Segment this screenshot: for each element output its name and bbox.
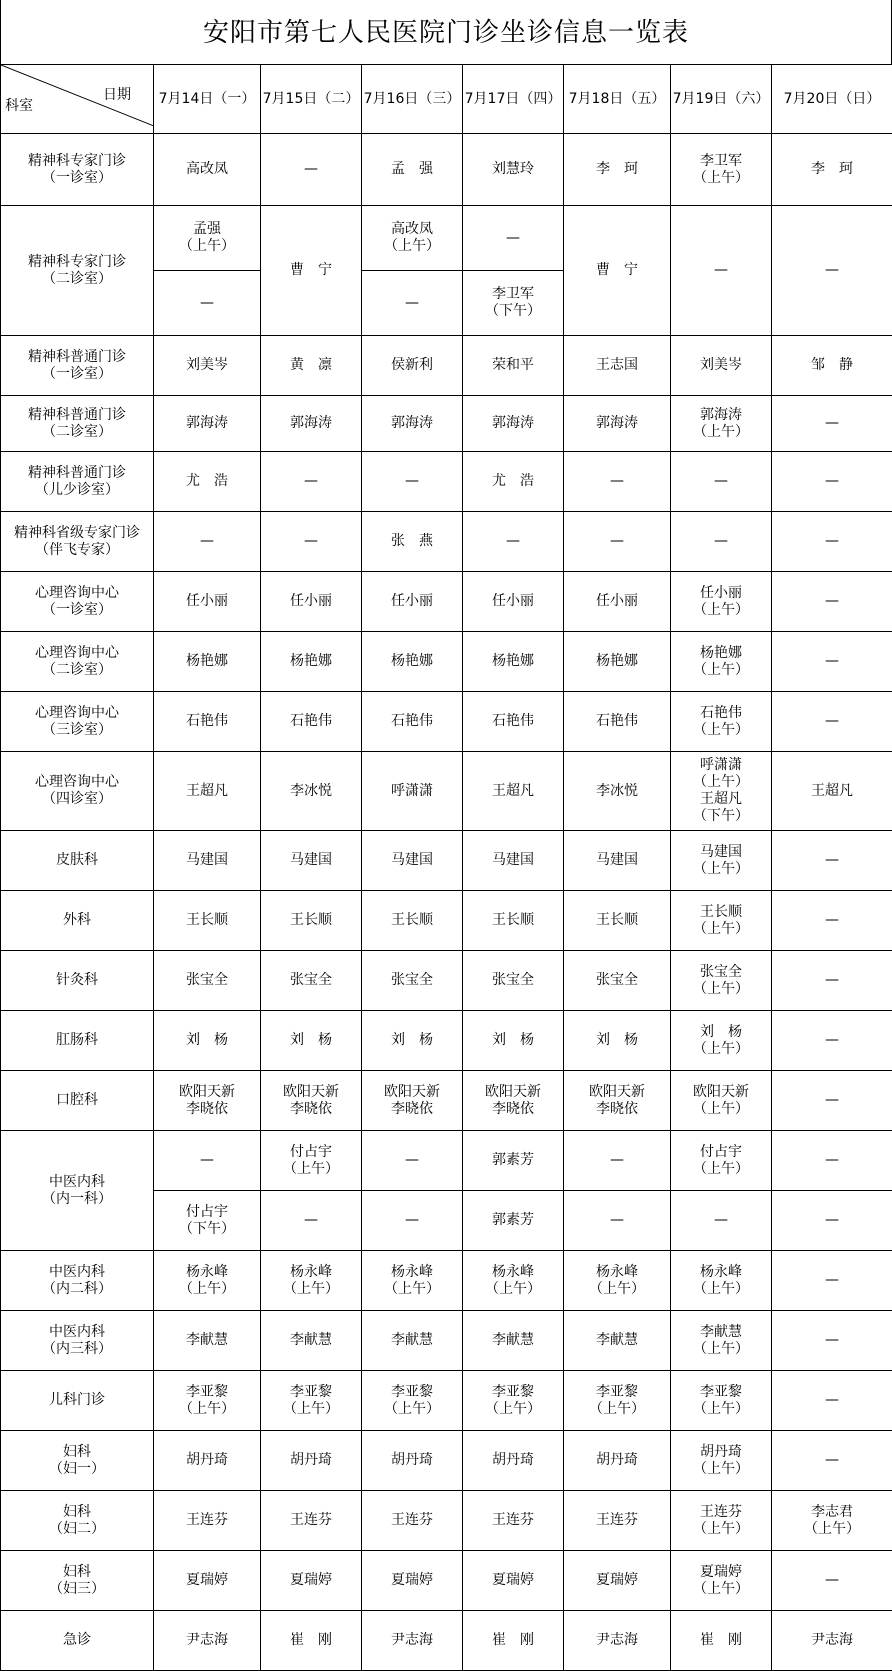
schedule-cell: 夏瑞婷 xyxy=(154,1551,261,1611)
department-cell: 妇科 （妇三） xyxy=(1,1551,154,1611)
department-cell: 妇科 （妇一） xyxy=(1,1431,154,1491)
schedule-cell: 郭海涛 （上午） xyxy=(671,396,772,452)
day-header: 7月14日（一） xyxy=(154,65,261,134)
schedule-cell: 李献慧 xyxy=(564,1311,671,1371)
schedule-cell: 刘 杨 xyxy=(463,1011,564,1071)
schedule-cell: 呼潇潇 （上午） 王超凡 （下午） xyxy=(671,752,772,831)
table-row xyxy=(1,396,892,452)
schedule-cell: 李 珂 xyxy=(564,134,671,206)
schedule-cell: 胡丹琦 xyxy=(564,1431,671,1491)
schedule-cell: — xyxy=(772,1071,892,1131)
department-cell: 精神科普通门诊 （二诊室） xyxy=(1,396,154,452)
schedule-cell: 孟 强 xyxy=(362,134,463,206)
schedule-cell: — xyxy=(772,512,892,572)
department-cell: 皮肤科 xyxy=(1,831,154,891)
department-cell: 精神科普通门诊 （儿少诊室） xyxy=(1,452,154,512)
schedule-cell: 刘慧玲 xyxy=(463,134,564,206)
table-row xyxy=(1,134,892,206)
schedule-cell: 呼潇潇 xyxy=(362,752,463,831)
table-row xyxy=(1,632,892,692)
schedule-cell: — xyxy=(772,831,892,891)
schedule-cell: 李献慧 （上午） xyxy=(671,1311,772,1371)
schedule-cell: — xyxy=(772,1251,892,1311)
schedule-cell: 王超凡 xyxy=(772,752,892,831)
schedule-cell: 付占宇 （下午） xyxy=(154,1191,261,1251)
schedule-cell: 邹 静 xyxy=(772,336,892,396)
department-cell: 口腔科 xyxy=(1,1071,154,1131)
schedule-cell: 王志国 xyxy=(564,336,671,396)
schedule-cell: 王超凡 xyxy=(154,752,261,831)
table-row xyxy=(1,1611,892,1671)
schedule-cell: — xyxy=(772,1431,892,1491)
corner-header xyxy=(1,65,154,134)
schedule-cell: 荣和平 xyxy=(463,336,564,396)
schedule-cell: 欧阳天新 （上午） xyxy=(671,1071,772,1131)
schedule-cell: — xyxy=(362,271,463,336)
schedule-cell: 夏瑞婷 xyxy=(463,1551,564,1611)
schedule-cell: — xyxy=(362,452,463,512)
schedule-cell: 马建国 （上午） xyxy=(671,831,772,891)
schedule-cell: 任小丽 （上午） xyxy=(671,572,772,632)
schedule-cell: — xyxy=(362,1131,463,1191)
schedule-cell: 杨永峰 （上午） xyxy=(362,1251,463,1311)
schedule-cell: 付占宇 （上午） xyxy=(671,1131,772,1191)
department-cell: 急诊 xyxy=(1,1611,154,1671)
schedule-cell: 王连芬 xyxy=(261,1491,362,1551)
schedule-cell: 李亚黎 （上午） xyxy=(362,1371,463,1431)
schedule-cell: 崔 刚 xyxy=(671,1611,772,1671)
schedule-cell: 杨艳娜 xyxy=(564,632,671,692)
schedule-cell: 马建国 xyxy=(154,831,261,891)
schedule-cell: 付占宇 （上午） xyxy=(261,1131,362,1191)
department-cell: 心理咨询中心 （二诊室） xyxy=(1,632,154,692)
schedule-cell: 欧阳天新 李晓依 xyxy=(463,1071,564,1131)
schedule-cell: 杨永峰 （上午） xyxy=(154,1251,261,1311)
schedule-cell: 杨永峰 （上午） xyxy=(671,1251,772,1311)
schedule-cell: 马建国 xyxy=(362,831,463,891)
schedule-cell: — xyxy=(772,632,892,692)
dept-column-label: 科室 xyxy=(5,98,33,115)
day-header: 7月19日（六） xyxy=(671,65,772,134)
department-cell: 精神科专家门诊 （二诊室） xyxy=(1,206,154,336)
schedule-cell: 高改凤 xyxy=(154,134,261,206)
schedule-cell: — xyxy=(564,512,671,572)
schedule-cell: 高改凤 （上午） xyxy=(362,206,463,271)
schedule-cell: 李志君 （上午） xyxy=(772,1491,892,1551)
schedule-cell: 刘美岑 xyxy=(154,336,261,396)
schedule-cell: 刘 杨 xyxy=(564,1011,671,1071)
table-row xyxy=(1,692,892,752)
schedule-cell: 李献慧 xyxy=(362,1311,463,1371)
table-row xyxy=(1,1071,892,1131)
table-row xyxy=(1,452,892,512)
schedule-cell: 任小丽 xyxy=(463,572,564,632)
schedule-cell: 夏瑞婷 xyxy=(362,1551,463,1611)
schedule-cell: 刘 杨 xyxy=(362,1011,463,1071)
schedule-cell: 马建国 xyxy=(463,831,564,891)
schedule-cell: — xyxy=(772,692,892,752)
table-row xyxy=(1,512,892,572)
schedule-cell: — xyxy=(671,1191,772,1251)
schedule-cell: — xyxy=(772,396,892,452)
schedule-cell: 郭海涛 xyxy=(261,396,362,452)
schedule-cell: — xyxy=(261,452,362,512)
schedule-cell: — xyxy=(463,206,564,271)
schedule-cell: 杨艳娜 xyxy=(261,632,362,692)
schedule-cell: 郭海涛 xyxy=(154,396,261,452)
day-header: 7月18日（五） xyxy=(564,65,671,134)
schedule-cell: 尹志海 xyxy=(154,1611,261,1671)
schedule-cell: 刘 杨 （上午） xyxy=(671,1011,772,1071)
schedule-cell: — xyxy=(772,206,892,336)
table-row xyxy=(1,206,892,271)
schedule-cell: — xyxy=(671,206,772,336)
schedule-cell: 张宝全 xyxy=(463,951,564,1011)
schedule-cell: 郭海涛 xyxy=(362,396,463,452)
schedule-cell: 马建国 xyxy=(261,831,362,891)
schedule-cell: 王长顺 xyxy=(564,891,671,951)
schedule-cell: 杨艳娜 xyxy=(362,632,463,692)
schedule-table xyxy=(0,64,892,1671)
department-cell: 精神科省级专家门诊 （伴飞专家） xyxy=(1,512,154,572)
table-row xyxy=(1,1011,892,1071)
table-row xyxy=(1,1131,892,1191)
schedule-cell: — xyxy=(463,512,564,572)
schedule-cell: 侯新利 xyxy=(362,336,463,396)
schedule-cell: 夏瑞婷 xyxy=(261,1551,362,1611)
schedule-cell: 刘 杨 xyxy=(154,1011,261,1071)
schedule-cell: 欧阳天新 李晓依 xyxy=(261,1071,362,1131)
schedule-cell: 曹 宁 xyxy=(564,206,671,336)
table-row xyxy=(1,336,892,396)
schedule-cell: 任小丽 xyxy=(362,572,463,632)
department-cell: 外科 xyxy=(1,891,154,951)
schedule-cell: 石艳伟 xyxy=(564,692,671,752)
schedule-cell: 崔 刚 xyxy=(261,1611,362,1671)
table-row xyxy=(1,1311,892,1371)
schedule-cell: — xyxy=(362,1191,463,1251)
schedule-cell: 王连芬 xyxy=(154,1491,261,1551)
schedule-cell: 胡丹琦 xyxy=(463,1431,564,1491)
schedule-cell: 郭海涛 xyxy=(564,396,671,452)
schedule-cell: 曹 宁 xyxy=(261,206,362,336)
date-column-label: 日期 xyxy=(103,87,131,104)
schedule-cell: 李献慧 xyxy=(463,1311,564,1371)
page-title: 安阳市第七人民医院门诊坐诊信息一览表 xyxy=(0,0,892,64)
schedule-cell: — xyxy=(772,1551,892,1611)
schedule-cell: — xyxy=(772,1311,892,1371)
schedule-cell: 石艳伟 xyxy=(463,692,564,752)
schedule-cell: 王长顺 xyxy=(463,891,564,951)
schedule-cell: 王连芬 （上午） xyxy=(671,1491,772,1551)
schedule-cell: — xyxy=(261,512,362,572)
department-cell: 肛肠科 xyxy=(1,1011,154,1071)
schedule-cell: — xyxy=(564,452,671,512)
schedule-cell: 尹志海 xyxy=(564,1611,671,1671)
schedule-cell: — xyxy=(261,1191,362,1251)
schedule-cell: 李冰悦 xyxy=(261,752,362,831)
table-row xyxy=(1,831,892,891)
schedule-cell: — xyxy=(772,891,892,951)
schedule-cell: 张宝全 （上午） xyxy=(671,951,772,1011)
schedule-cell: 张宝全 xyxy=(261,951,362,1011)
schedule-cell: 尹志海 xyxy=(362,1611,463,1671)
department-cell: 中医内科 （内二科） xyxy=(1,1251,154,1311)
schedule-cell: 李亚黎 （上午） xyxy=(261,1371,362,1431)
schedule-cell: 李卫军 （上午） xyxy=(671,134,772,206)
schedule-cell: 崔 刚 xyxy=(463,1611,564,1671)
schedule-cell: 胡丹琦 xyxy=(362,1431,463,1491)
table-row xyxy=(1,1251,892,1311)
schedule-cell: 杨艳娜 xyxy=(463,632,564,692)
schedule-cell: — xyxy=(261,134,362,206)
schedule-cell: 欧阳天新 李晓依 xyxy=(362,1071,463,1131)
schedule-cell: 刘 杨 xyxy=(261,1011,362,1071)
schedule-cell: 张宝全 xyxy=(362,951,463,1011)
schedule-cell: 石艳伟 xyxy=(261,692,362,752)
schedule-cell: 郭海涛 xyxy=(463,396,564,452)
schedule-cell: — xyxy=(671,452,772,512)
schedule-cell: 任小丽 xyxy=(261,572,362,632)
schedule-cell: — xyxy=(772,1131,892,1191)
department-cell: 妇科 （妇二） xyxy=(1,1491,154,1551)
schedule-cell: 王连芬 xyxy=(564,1491,671,1551)
schedule-cell: 杨艳娜 xyxy=(154,632,261,692)
schedule-cell: 马建国 xyxy=(564,831,671,891)
schedule-cell: 石艳伟 xyxy=(362,692,463,752)
schedule-cell: 夏瑞婷 xyxy=(564,1551,671,1611)
schedule-cell: 夏瑞婷 （上午） xyxy=(671,1551,772,1611)
table-row xyxy=(1,1551,892,1611)
schedule-cell: 杨艳娜 （上午） xyxy=(671,632,772,692)
schedule-cell: — xyxy=(772,1011,892,1071)
schedule-cell: 胡丹琦 xyxy=(154,1431,261,1491)
schedule-cell: 王超凡 xyxy=(463,752,564,831)
schedule-cell: 张 燕 xyxy=(362,512,463,572)
schedule-cell: 杨永峰 （上午） xyxy=(463,1251,564,1311)
table-row xyxy=(1,1491,892,1551)
schedule-cell: 王连芬 xyxy=(362,1491,463,1551)
schedule-cell: 王长顺 xyxy=(362,891,463,951)
schedule-cell: 王连芬 xyxy=(463,1491,564,1551)
schedule-cell: 郭素芳 xyxy=(463,1191,564,1251)
table-row xyxy=(1,1431,892,1491)
schedule-cell: — xyxy=(154,1131,261,1191)
table-row xyxy=(1,891,892,951)
schedule-cell: 任小丽 xyxy=(564,572,671,632)
schedule-cell: 李卫军 （下午） xyxy=(463,271,564,336)
table-row xyxy=(1,572,892,632)
table-row xyxy=(1,752,892,831)
day-header: 7月20日（日） xyxy=(772,65,892,134)
schedule-cell: 杨永峰 （上午） xyxy=(261,1251,362,1311)
schedule-cell: — xyxy=(772,951,892,1011)
schedule-cell: — xyxy=(154,512,261,572)
schedule-cell: 孟强 （上午） xyxy=(154,206,261,271)
day-header: 7月16日（三） xyxy=(362,65,463,134)
schedule-cell: 欧阳天新 李晓依 xyxy=(154,1071,261,1131)
header-row xyxy=(1,65,892,134)
table-row xyxy=(1,1371,892,1431)
schedule-cell: 李亚黎 （上午） xyxy=(671,1371,772,1431)
schedule-cell: 欧阳天新 李晓依 xyxy=(564,1071,671,1131)
department-cell: 儿科门诊 xyxy=(1,1371,154,1431)
day-header: 7月15日（二） xyxy=(261,65,362,134)
day-header: 7月17日（四） xyxy=(463,65,564,134)
schedule-cell: 黄 凛 xyxy=(261,336,362,396)
schedule-cell: 郭素芳 xyxy=(463,1131,564,1191)
schedule-cell: 刘美岑 xyxy=(671,336,772,396)
schedule-cell: 李亚黎 （上午） xyxy=(154,1371,261,1431)
schedule-cell: 胡丹琦 xyxy=(261,1431,362,1491)
department-cell: 针灸科 xyxy=(1,951,154,1011)
schedule-cell: — xyxy=(154,271,261,336)
schedule-cell: 杨永峰 （上午） xyxy=(564,1251,671,1311)
department-cell: 精神科普通门诊 （一诊室） xyxy=(1,336,154,396)
schedule-cell: 李 珂 xyxy=(772,134,892,206)
schedule-cell: — xyxy=(772,572,892,632)
schedule-cell: 尤 浩 xyxy=(463,452,564,512)
schedule-cell: 任小丽 xyxy=(154,572,261,632)
department-cell: 中医内科 （内一科） xyxy=(1,1131,154,1251)
schedule-cell: 李亚黎 （上午） xyxy=(463,1371,564,1431)
schedule-cell: 张宝全 xyxy=(154,951,261,1011)
schedule-cell: 李亚黎 （上午） xyxy=(564,1371,671,1431)
schedule-cell: 石艳伟 xyxy=(154,692,261,752)
schedule-cell: 石艳伟 （上午） xyxy=(671,692,772,752)
schedule-cell: 李冰悦 xyxy=(564,752,671,831)
department-cell: 心理咨询中心 （四诊室） xyxy=(1,752,154,831)
schedule-cell: — xyxy=(772,1191,892,1251)
schedule-cell: 李献慧 xyxy=(154,1311,261,1371)
department-cell: 心理咨询中心 （三诊室） xyxy=(1,692,154,752)
schedule-cell: 尤 浩 xyxy=(154,452,261,512)
schedule-cell: — xyxy=(671,512,772,572)
schedule-cell: 尹志海 xyxy=(772,1611,892,1671)
schedule-cell: 王长顺 （上午） xyxy=(671,891,772,951)
department-cell: 心理咨询中心 （一诊室） xyxy=(1,572,154,632)
schedule-cell: — xyxy=(564,1131,671,1191)
department-cell: 中医内科 （内三科） xyxy=(1,1311,154,1371)
schedule-cell: 胡丹琦 （上午） xyxy=(671,1431,772,1491)
schedule-cell: 王长顺 xyxy=(154,891,261,951)
department-cell: 精神科专家门诊 （一诊室） xyxy=(1,134,154,206)
schedule-cell: 王长顺 xyxy=(261,891,362,951)
schedule-cell: — xyxy=(772,452,892,512)
schedule-cell: — xyxy=(772,1371,892,1431)
schedule-cell: — xyxy=(564,1191,671,1251)
table-row xyxy=(1,951,892,1011)
schedule-cell: 张宝全 xyxy=(564,951,671,1011)
schedule-cell: 李献慧 xyxy=(261,1311,362,1371)
